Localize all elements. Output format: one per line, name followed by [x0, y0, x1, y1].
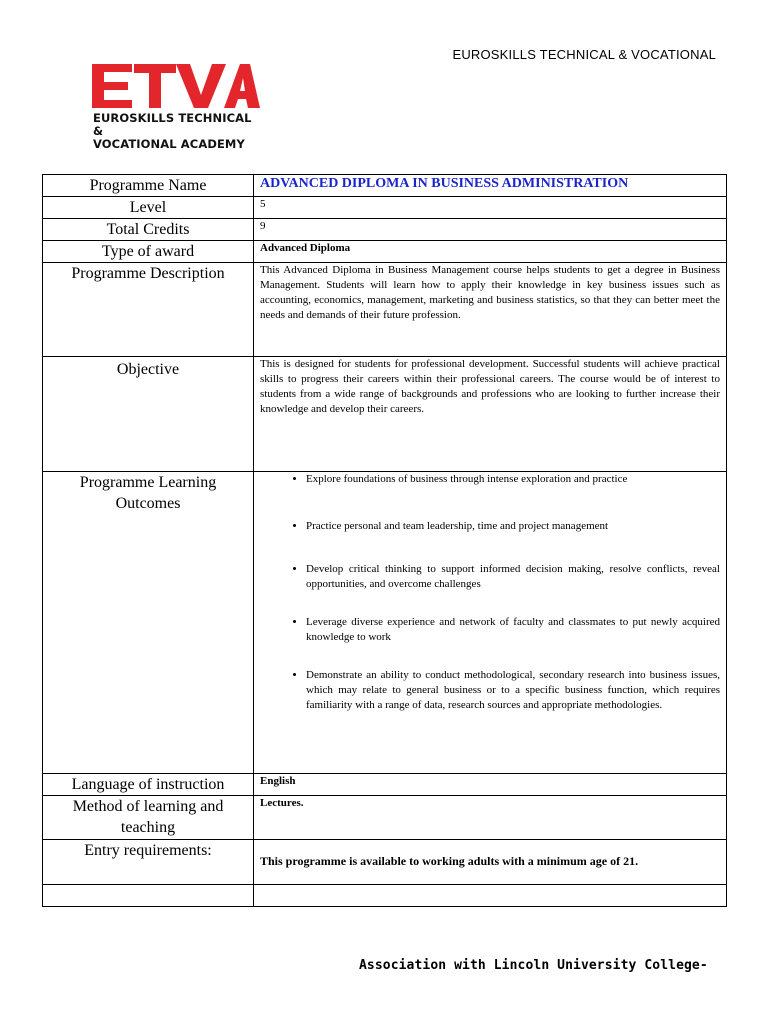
label-total-credits: Total Credits — [43, 219, 254, 241]
value-programme-name — [254, 175, 727, 197]
outcome-item: • Explore foundations of business through intense exploration and practice — [306, 472, 720, 487]
row-empty — [43, 885, 727, 907]
header-org-name: EUROSKILLS TECHNICAL & VOCATIONAL — [452, 47, 716, 62]
row-learning-outcomes — [43, 472, 727, 774]
outcome-item: • Develop critical thinking to support informed decision making, resolve conflicts, reveal opportunities, and overcome challenges — [306, 562, 720, 592]
outcome-item: • Leverage diverse experience and network of faculty and classmates to put newly acquired knowledge to work — [306, 615, 720, 645]
value-language: English — [254, 774, 727, 796]
row-objective — [43, 357, 727, 472]
outcome-item: • Demonstrate an ability to conduct methodological, secondary research into business issues, which may relate to general business or to a specific business function, which requires familiarity with a range of data, research sources and appropriate methodologies. — [306, 668, 720, 713]
row-level — [43, 197, 727, 219]
value-entry — [254, 840, 727, 885]
label-programme-description: Programme Description — [43, 263, 254, 357]
label-level: Level — [43, 197, 254, 219]
programme-name-text: ADVANCED DIPLOMA IN BUSINESS ADMINISTRATION — [260, 176, 629, 191]
row-programme-name — [43, 175, 727, 197]
programme-table — [42, 174, 727, 907]
entry-text: This programme is available to working adults with a minimum age of 21. — [260, 854, 639, 868]
label-programme-name: Programme Name — [43, 175, 254, 197]
empty-cell-left — [43, 885, 254, 907]
label-type-of-award: Type of award — [43, 241, 254, 263]
row-type-of-award — [43, 241, 727, 263]
value-programme-description: This Advanced Diploma in Business Management course helps students to get a degree in Business Management. Students will learn how to apply their knowledge in key business issues such as accounting, economics, management, marketing and business statistics, so that they can better meet the needs and demands of their future profession. — [254, 263, 727, 357]
logo-line-2: VOCATIONAL ACADEMY — [93, 137, 245, 151]
outcomes-list — [260, 472, 720, 713]
value-total-credits: 9 — [254, 219, 727, 241]
row-method — [43, 796, 727, 840]
value-level: 5 — [254, 197, 727, 219]
label-method: Method of learning and teaching — [43, 796, 254, 840]
label-entry: Entry requirements: — [43, 840, 254, 885]
empty-cell-right — [254, 885, 727, 907]
row-programme-description — [43, 263, 727, 357]
value-type-of-award: Advanced Diploma — [254, 241, 727, 263]
value-learning-outcomes — [254, 472, 727, 774]
value-method: Lectures. — [254, 796, 727, 840]
etva-wordmark-graphic — [90, 62, 260, 110]
etva-logo — [90, 62, 265, 151]
row-total-credits — [43, 219, 727, 241]
row-language — [43, 774, 727, 796]
label-learning-outcomes: Programme Learning Outcomes — [43, 472, 254, 774]
row-entry — [43, 840, 727, 885]
logo-subtitle — [93, 112, 265, 151]
label-language: Language of instruction — [43, 774, 254, 796]
footer-association: Association with Lincoln University College- — [359, 958, 708, 973]
logo-line-1: EUROSKILLS TECHNICAL & — [93, 111, 252, 138]
label-objective: Objective — [43, 357, 254, 472]
value-objective: This is designed for students for professional development. Successful students will achieve practical skills to progress their careers within their professional careers. The course would be of interest to students from a wide range of backgrounds and professions who are looking to further increase their knowledge and develop their careers. — [254, 357, 727, 472]
outcome-item: • Practice personal and team leadership, time and project management — [306, 519, 720, 534]
